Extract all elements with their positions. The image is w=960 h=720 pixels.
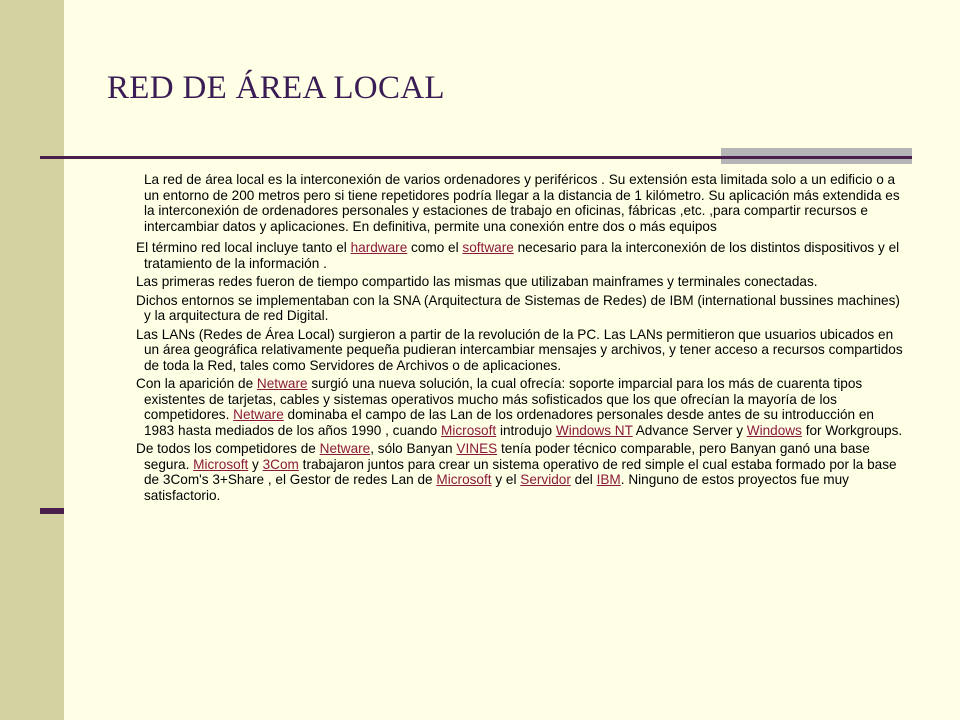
paragraph-text: El término red local incluye tanto el	[136, 240, 351, 255]
paragraph-text: como el	[407, 240, 463, 255]
left-sidebar-band	[0, 0, 64, 720]
paragraph-text: surgió una nueva solución, la cual ofrecía: soporte imparcial para los más de cuarenta tipos existentes de tarjetas, cables y sistemas operativos mucho más sofisticados que los que ofrecían la mayoría de los competidores.	[144, 376, 863, 422]
link-netware[interactable]: Netware	[233, 407, 284, 422]
title-divider-rule-overlay	[721, 156, 912, 159]
paragraph-text: Las LANs (Redes de Área Local) surgieron a partir de la revolución de la PC. Las LANs permitieron que usuarios ubicados en un área geográfica relativamente pequeña pudieran intercambiar mensajes y archivos, y tener acceso a recursos compartidos de toda la Red, tales como Servidores de Archivos o de aplicaciones.	[136, 326, 903, 373]
link-vines[interactable]: VINES	[456, 441, 498, 456]
link-microsoft[interactable]: Microsoft	[193, 456, 249, 472]
paragraph-text: Con la aparición de	[136, 376, 257, 391]
link-hardware[interactable]: hardware	[350, 240, 408, 255]
paragraph-text: Las primeras redes fueron de tiempo compartido las mismas que utilizaban mainframes y terminales conectadas.	[136, 274, 818, 289]
paragraph-text: introdujo	[496, 422, 556, 438]
paragraph-text: y	[248, 456, 263, 472]
paragraph-text: , sólo Banyan	[370, 441, 457, 456]
paragraph-netware	[136, 376, 906, 438]
paragraph-text: trabajaron juntos para crear un sistema operativo de red simple el cual estaba formado por la base de 3Com's 3+Share , el Gestor de redes Lan de	[144, 456, 897, 487]
paragraph-text: . Ninguno de estos proyectos fue muy satisfactorio.	[144, 472, 849, 503]
link-ibm[interactable]: IBM	[596, 472, 621, 487]
sidebar-accent-bar	[40, 508, 64, 514]
paragraph-definition	[136, 172, 906, 234]
link-microsoft[interactable]: Microsoft	[441, 422, 497, 438]
link-servidor[interactable]: Servidor	[520, 472, 571, 487]
paragraph-text: dominaba el campo de las Lan de los ordenadores personales desde antes de su introducción en 1983 hasta mediados de los años 1990 , cuando	[144, 407, 874, 438]
paragraph-text: tenía poder técnico comparable, pero Banyan ganó una base segura.	[144, 441, 870, 472]
link-netware[interactable]: Netware	[319, 441, 371, 456]
slide-title: RED DE ÁREA LOCAL	[107, 70, 445, 106]
link-3com[interactable]: 3Com	[262, 456, 299, 472]
paragraph-text: Advance Server y	[632, 422, 747, 438]
paragraph-text: Dichos entornos se implementaban con la SNA (Arquitectura de Sistemas de Redes) de IBM (international bussines machines) y la arquitectura de red Digital.	[136, 292, 900, 323]
paragraph-competitors	[136, 441, 906, 503]
paragraph-text: necesario para la interconexión de los distintos dispositivos y el tratamiento de la información .	[144, 240, 900, 271]
paragraph-sna	[136, 293, 906, 324]
paragraph-term	[136, 240, 906, 271]
slide-body	[136, 172, 906, 506]
paragraph-text: for Workgroups.	[801, 422, 903, 438]
link-microsoft[interactable]: Microsoft	[436, 472, 492, 487]
link-windows-nt[interactable]: Windows NT	[555, 422, 633, 438]
paragraph-text: De todos los competidores de	[136, 441, 320, 456]
paragraph-text: del	[570, 472, 597, 487]
paragraph-first-networks	[136, 274, 906, 290]
paragraph-lans	[136, 327, 906, 374]
link-netware[interactable]: Netware	[256, 376, 308, 391]
link-windows[interactable]: Windows	[746, 422, 802, 438]
paragraph-text: La red de área local es la interconexión de varios ordenadores y periféricos . Su extensión esta limitada solo a un edificio o a un entorno de 200 metros pero si tiene repetidores podría llegar a la distancia de 1 kilómetro. Su aplicación más extendida es la interconexión de ordenadores personales y estaciones de trabajo en oficinas, fábricas ,etc. ,para compartir recursos e intercambiar datos y aplicaciones. En definitiva, permite una conexión entre dos o más equipos	[144, 172, 900, 234]
link-software[interactable]: software	[462, 240, 514, 255]
paragraph-text: y el	[491, 472, 521, 487]
